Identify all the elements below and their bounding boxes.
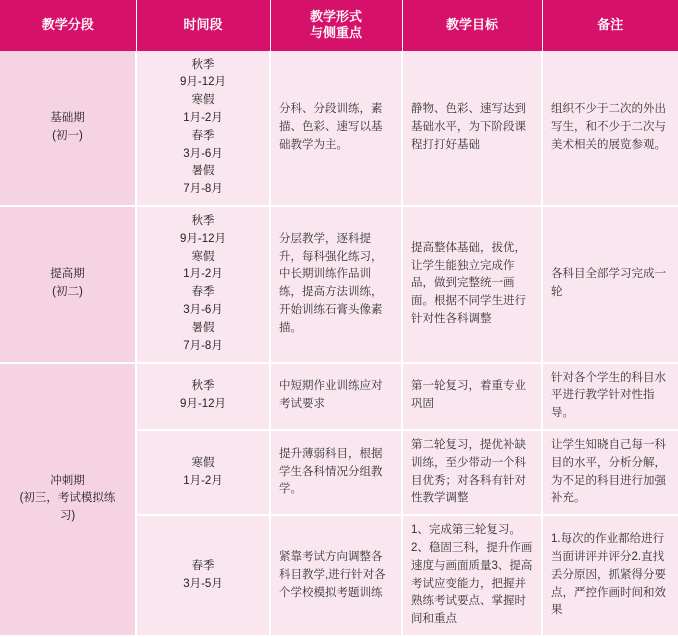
row2-stage-cell	[0, 206, 136, 363]
header-goal: 教学目标	[402, 0, 542, 51]
row3-stage-cell	[0, 363, 136, 637]
header-period: 时间段	[136, 0, 270, 51]
table-row	[0, 206, 678, 363]
row3b-period-cell	[136, 430, 270, 515]
row3a-period-0: 秋季	[191, 380, 215, 393]
header-teaching-form	[270, 0, 402, 51]
row3a-remark-cell: 针对各个学生的科目水平进行教学针对性指导。	[542, 363, 678, 430]
row3c-period-cell	[136, 515, 270, 636]
row3c-goal-cell: 1、完成第三轮复习。2、稳固三科，提升作画速度与画面质量3、提高考试应变能力，把握并熟练考试要点、掌握时间和重点	[402, 515, 542, 636]
row2-period-6: 暑假	[191, 321, 215, 334]
row3b-goal-cell: 第二轮复习，提优补缺训练，至少带动一个科目优秀；对各科有针对性教学调整	[402, 430, 542, 515]
row1-stage-cell	[0, 51, 136, 207]
row3a-period-1: 9月-12月	[179, 398, 227, 411]
header-stage: 教学分段	[0, 0, 136, 51]
row2-period-7: 7月-8月	[183, 339, 223, 352]
row3c-period-1: 3月-5月	[183, 577, 223, 590]
table-row	[0, 363, 678, 430]
row1-period-1: 9月-12月	[179, 76, 227, 89]
table-body	[0, 51, 678, 637]
row3b-period-1: 1月-2月	[183, 474, 223, 487]
row3a-content-cell: 中短期作业训练应对考试要求	[270, 363, 402, 430]
row3c-content-cell: 紧靠考试方向调整各科目教学,进行针对各个学校模拟考题训练	[270, 515, 402, 636]
row2-stage-line1: 提高期	[50, 268, 85, 281]
row2-goal-cell: 提高整体基础，拔优，让学生能独立完成作品，做到完整统一画面。根据不同学生进行针对性各科调整	[402, 206, 542, 363]
row2-remark-cell: 各科目全部学习完成一轮	[542, 206, 678, 363]
row1-period-2: 寒假	[191, 94, 215, 107]
row2-period-3: 1月-2月	[183, 268, 223, 281]
table-row	[0, 51, 678, 207]
row3-stage-line1: 冲刺期	[50, 474, 85, 487]
header-teaching-form-line2: 与侧重点	[309, 25, 362, 41]
row1-period-6: 暑假	[191, 165, 215, 178]
row3-stage-line2: (初三，考试模拟练	[19, 492, 116, 505]
header-remark: 备注	[542, 0, 678, 51]
row1-period-5: 3月-6月	[183, 147, 223, 160]
row3a-period-cell	[136, 363, 270, 430]
row3b-period-0: 寒假	[191, 456, 215, 469]
row3b-content-cell: 提升薄弱科目，根据学生各科情况分组教学。	[270, 430, 402, 515]
row1-goal-cell: 静物、色彩、速写达到基础水平，为下阶段课程打打好基础	[402, 51, 542, 207]
row1-period-7: 7月-8月	[183, 183, 223, 196]
table-header	[0, 0, 678, 51]
row2-period-5: 3月-6月	[183, 304, 223, 317]
row3c-period-0: 春季	[191, 559, 215, 572]
row1-period-4: 春季	[191, 129, 215, 142]
row2-period-2: 寒假	[191, 250, 215, 263]
row3c-remark-cell: 1.每次的作业都给进行当面讲评并评分2.直找丢分原因，抓紧得分要点，严控作画时间和效果	[542, 515, 678, 636]
row2-period-1: 9月-12月	[179, 232, 227, 245]
row2-stage-line2: (初二)	[52, 286, 83, 299]
header-teaching-form-line1: 教学形式	[309, 9, 362, 24]
row1-content-cell: 分科、分段训练，素描、色彩、速写以基础教学为主。	[270, 51, 402, 207]
row1-remark-cell: 组织不少于二次的外出写生，和不少于二次与美术相关的展览参观。	[542, 51, 678, 207]
row1-period-cell	[136, 51, 270, 207]
row2-period-4: 春季	[191, 286, 215, 299]
row1-period-0: 秋季	[191, 58, 215, 71]
row1-stage-line2: (初一)	[52, 129, 83, 142]
row3a-goal-cell: 第一轮复习，着重专业巩固	[402, 363, 542, 430]
row2-content-cell: 分层教学，逐科提升，每科强化练习，中长期训练作品训练，提高方法训练，开始训练石膏头像素描。	[270, 206, 402, 363]
row1-stage-line1: 基础期	[50, 111, 85, 124]
header-row	[0, 0, 678, 51]
row1-period-3: 1月-2月	[183, 111, 223, 124]
row3b-remark-cell: 让学生知晓自己每一科目的水平，分析分解，为不足的科目进行加强补充。	[542, 430, 678, 515]
row2-period-0: 秋季	[191, 215, 215, 227]
row3-stage-line3: 习)	[59, 510, 76, 523]
row2-period-cell	[136, 206, 270, 363]
